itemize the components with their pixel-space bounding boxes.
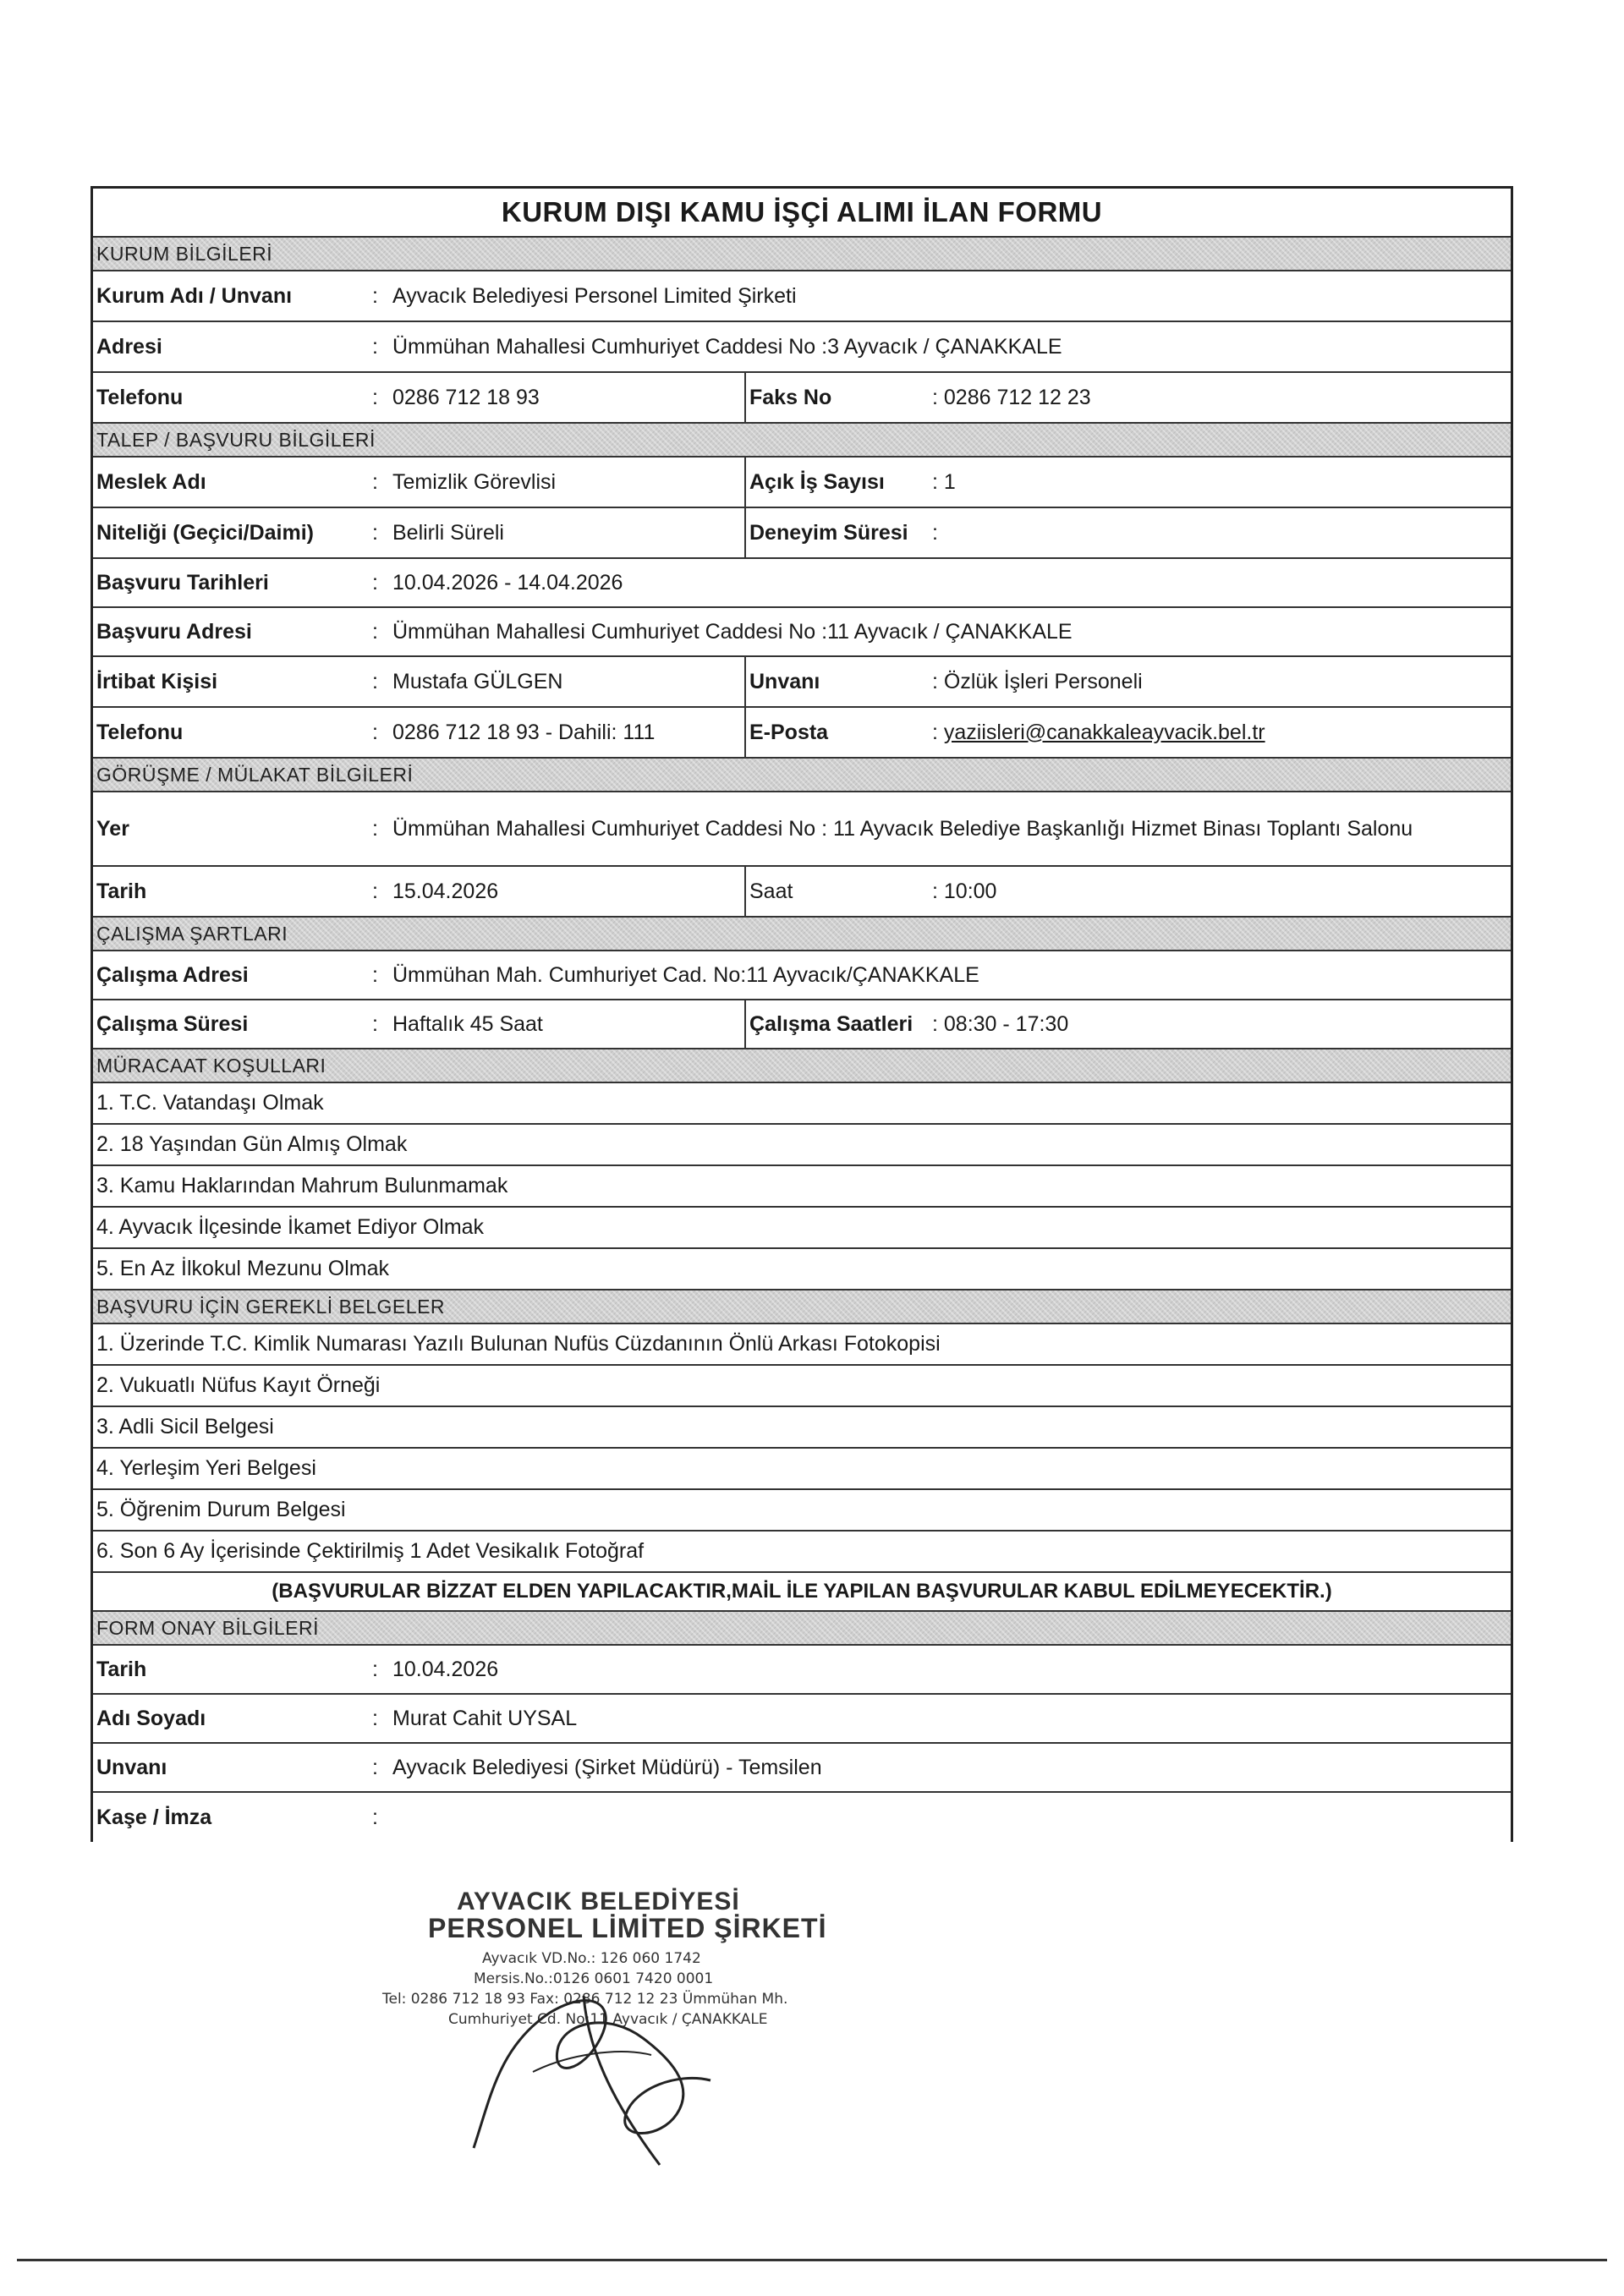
gorusme-tarih-row bbox=[93, 867, 1511, 918]
belge-item: 6. Son 6 Ay İçerisinde Çektirilmiş 1 Adet Vesikalık Fotoğraf bbox=[96, 1539, 645, 1563]
onay-adsoyad-row bbox=[93, 1695, 1511, 1744]
saat-label: Saat bbox=[749, 879, 793, 903]
section-gorusme-title: GÖRÜŞME / MÜLAKAT BİLGİLERİ bbox=[96, 763, 414, 786]
basvuru-tarih-value: 10.04.2026 - 14.04.2026 bbox=[392, 570, 623, 595]
stamp-line-5: Tel: 0286 712 18 93 Fax: 0286 712 12 23 Ümmühan Mh. bbox=[382, 1991, 788, 2008]
muracaat-item: 5. En Az İlkokul Mezunu Olmak bbox=[96, 1257, 389, 1280]
gorusme-tarih-value: 15.04.2026 bbox=[392, 879, 499, 903]
yer-value: Ümmühan Mahallesi Cumhuriyet Caddesi No : 11 Ayvacık Belediye Başkanlığı Hizmet Binası Toplantı Salonu bbox=[392, 816, 1413, 841]
colon: : bbox=[372, 816, 378, 841]
nitelik-value: Belirli Süreli bbox=[392, 520, 504, 545]
section-kurum-title: KURUM BİLGİLERİ bbox=[96, 242, 273, 265]
colon: : bbox=[372, 619, 378, 644]
belge-item: 1. Üzerinde T.C. Kimlik Numarası Yazılı Bulunan Nufüs Cüzdanının Önlü Arkası Fotokopisi bbox=[96, 1332, 941, 1356]
colon: : bbox=[372, 1011, 378, 1036]
colon: : bbox=[372, 334, 378, 359]
list-item bbox=[93, 1449, 1511, 1490]
kurum-telefon-value: 0286 712 18 93 bbox=[392, 385, 540, 409]
section-calisma-title: ÇALIŞMA ŞARTLARI bbox=[96, 922, 288, 945]
muracaat-item: 1. T.C. Vatandaşı Olmak bbox=[96, 1091, 324, 1115]
basvuru-tarih-row bbox=[93, 559, 1511, 608]
deneyim-value: : bbox=[932, 520, 938, 545]
kurum-adres-label: Adresi bbox=[96, 334, 162, 359]
signature-icon bbox=[423, 1945, 761, 2173]
note-row bbox=[93, 1573, 1511, 1612]
onay-adsoyad-value: Murat Cahit UYSAL bbox=[392, 1706, 578, 1730]
section-kurum bbox=[93, 238, 1511, 271]
kase-row bbox=[93, 1793, 1511, 1842]
list-item bbox=[93, 1490, 1511, 1532]
section-belgeler-title: BAŞVURU İÇİN GEREKLİ BELGELER bbox=[96, 1295, 446, 1318]
colon: : bbox=[372, 1755, 378, 1779]
belge-item: 2. Vukuatlı Nüfus Kayıt Örneği bbox=[96, 1373, 381, 1397]
colon: : bbox=[372, 469, 378, 494]
calisma-adres-value: Ümmühan Mah. Cumhuriyet Cad. No:11 Ayvacık/ÇANAKKALE bbox=[392, 962, 979, 987]
yer-label: Yer bbox=[96, 816, 129, 841]
calisma-sure-label: Çalışma Süresi bbox=[96, 1011, 249, 1036]
basvuru-adres-value: Ümmühan Mahallesi Cumhuriyet Caddesi No :11 Ayvacık / ÇANAKKALE bbox=[392, 619, 1073, 644]
stamp-line-2: PERSONEL LİMİTED ŞİRKETİ bbox=[428, 1913, 827, 1943]
talep-telefon-label: Telefonu bbox=[96, 720, 184, 744]
onay-tarih-row bbox=[93, 1646, 1511, 1695]
list-item bbox=[93, 1083, 1511, 1125]
list-item bbox=[93, 1125, 1511, 1166]
eposta-label: E-Posta bbox=[749, 720, 829, 744]
unvan-value: : Özlük İşleri Personeli bbox=[932, 669, 1143, 693]
kase-value bbox=[389, 1793, 1511, 1842]
kurum-telefon-label: Telefonu bbox=[96, 385, 184, 409]
colon: : bbox=[372, 1805, 378, 1829]
calisma-sure-value: Haftalık 45 Saat bbox=[392, 1011, 543, 1036]
stamp-line-4: Mersis.No.:0126 0601 7420 0001 bbox=[474, 1970, 714, 1987]
colon: : bbox=[372, 283, 378, 308]
colon: : bbox=[372, 962, 378, 987]
stamp-line-3: Ayvacık VD.No.: 126 060 1742 bbox=[482, 1950, 701, 1967]
eposta-colon: : bbox=[932, 720, 938, 744]
section-gorusme bbox=[93, 759, 1511, 792]
calisma-adres-row bbox=[93, 951, 1511, 1000]
list-item bbox=[93, 1532, 1511, 1573]
section-belgeler bbox=[93, 1290, 1511, 1324]
belge-item: 3. Adli Sicil Belgesi bbox=[96, 1415, 274, 1438]
form-title: KURUM DIŞI KAMU İŞÇİ ALIMI İLAN FORMU bbox=[501, 196, 1103, 227]
kurum-adi-value: Ayvacık Belediyesi Personel Limited Şirketi bbox=[392, 283, 797, 308]
onay-adsoyad-label: Adı Soyadı bbox=[96, 1706, 206, 1730]
talep-telefon-row bbox=[93, 708, 1511, 759]
saat-value: : 10:00 bbox=[932, 879, 997, 903]
nitelik-label: Niteliği (Geçici/Daimi) bbox=[96, 520, 315, 545]
announcement-form bbox=[91, 186, 1513, 1842]
onay-unvan-label: Unvanı bbox=[96, 1755, 167, 1779]
stamp-line-6: Cumhuriyet Cd. No:11 Ayvacık / ÇANAKKALE bbox=[448, 2011, 768, 2028]
section-muracaat bbox=[93, 1049, 1511, 1083]
kurum-adres-row bbox=[93, 322, 1511, 373]
nitelik-row bbox=[93, 508, 1511, 559]
calisma-saatleri-value: : 08:30 - 17:30 bbox=[932, 1011, 1069, 1036]
section-onay-title: FORM ONAY BİLGİLERİ bbox=[96, 1616, 319, 1639]
yer-row bbox=[93, 792, 1511, 867]
kase-label: Kaşe / İmza bbox=[96, 1805, 212, 1829]
onay-tarih-value: 10.04.2026 bbox=[392, 1657, 499, 1681]
colon: : bbox=[372, 570, 378, 595]
basvuru-adres-row bbox=[93, 608, 1511, 657]
list-item bbox=[93, 1249, 1511, 1290]
section-muracaat-title: MÜRACAAT KOŞULLARI bbox=[96, 1054, 326, 1077]
section-calisma bbox=[93, 918, 1511, 951]
form-title-row bbox=[93, 189, 1511, 238]
acik-is-label: Açık İş Sayısı bbox=[749, 469, 885, 494]
section-talep bbox=[93, 424, 1511, 458]
acik-is-value: : 1 bbox=[932, 469, 956, 494]
kurum-adi-row bbox=[93, 271, 1511, 322]
calisma-saatleri-label: Çalışma Saatleri bbox=[749, 1011, 914, 1036]
list-item bbox=[93, 1407, 1511, 1449]
application-note: (BAŞVURULAR BİZZAT ELDEN YAPILACAKTIR,MAİL İLE YAPILAN BAŞVURULAR KABUL EDİLMEYECEKTİR.) bbox=[272, 1580, 1332, 1603]
calisma-sure-row bbox=[93, 1000, 1511, 1049]
unvan-label: Unvanı bbox=[749, 669, 820, 693]
colon: : bbox=[372, 385, 378, 409]
colon: : bbox=[372, 1657, 378, 1681]
stamp-line-1: AYVACIK BELEDİYESİ bbox=[457, 1888, 740, 1915]
meslek-row bbox=[93, 458, 1511, 508]
irtibat-label: İrtibat Kişisi bbox=[96, 669, 218, 693]
meslek-value: Temizlik Görevlisi bbox=[392, 469, 557, 494]
muracaat-item: 2. 18 Yaşından Gün Almış Olmak bbox=[96, 1132, 408, 1156]
list-item bbox=[93, 1208, 1511, 1249]
irtibat-value: Mustafa GÜLGEN bbox=[392, 669, 563, 693]
footer-divider bbox=[17, 2259, 1607, 2261]
kurum-faks-value: : 0286 712 12 23 bbox=[932, 385, 1091, 409]
colon: : bbox=[372, 720, 378, 744]
muracaat-item: 4. Ayvacık İlçesinde İkamet Ediyor Olmak bbox=[96, 1215, 485, 1239]
talep-telefon-value: 0286 712 18 93 - Dahili: 111 bbox=[392, 720, 656, 744]
colon: : bbox=[372, 1706, 378, 1730]
eposta-value[interactable] bbox=[932, 708, 1511, 757]
meslek-label: Meslek Adı bbox=[96, 469, 206, 494]
basvuru-adres-label: Başvuru Adresi bbox=[96, 619, 252, 644]
basvuru-tarih-label: Başvuru Tarihleri bbox=[96, 570, 269, 595]
list-item bbox=[93, 1166, 1511, 1208]
onay-unvan-row bbox=[93, 1744, 1511, 1793]
deneyim-label: Deneyim Süresi bbox=[749, 520, 908, 545]
colon: : bbox=[372, 879, 378, 903]
calisma-adres-label: Çalışma Adresi bbox=[96, 962, 249, 987]
list-item bbox=[93, 1324, 1511, 1366]
section-onay bbox=[93, 1612, 1511, 1646]
colon: : bbox=[372, 520, 378, 545]
irtibat-row bbox=[93, 657, 1511, 708]
onay-tarih-label: Tarih bbox=[96, 1657, 147, 1681]
belge-item: 5. Öğrenim Durum Belgesi bbox=[96, 1498, 346, 1521]
kurum-faks-label: Faks No bbox=[749, 385, 832, 409]
colon: : bbox=[372, 669, 378, 693]
kurum-telefon-row bbox=[93, 373, 1511, 424]
onay-unvan-value: Ayvacık Belediyesi (Şirket Müdürü) - Temsilen bbox=[392, 1755, 822, 1779]
eposta-link[interactable]: yaziisleri@canakkaleayvacik.bel.tr bbox=[943, 720, 1265, 744]
belge-item: 4. Yerleşim Yeri Belgesi bbox=[96, 1456, 316, 1480]
section-talep-title: TALEP / BAŞVURU BİLGİLERİ bbox=[96, 428, 376, 451]
kurum-adi-label: Kurum Adı / Unvanı bbox=[96, 283, 293, 308]
muracaat-item: 3. Kamu Haklarından Mahrum Bulunmamak bbox=[96, 1174, 508, 1197]
kurum-adres-value: Ümmühan Mahallesi Cumhuriyet Caddesi No :3 Ayvacık / ÇANAKKALE bbox=[392, 334, 1062, 359]
list-item bbox=[93, 1366, 1511, 1407]
gorusme-tarih-label: Tarih bbox=[96, 879, 147, 903]
